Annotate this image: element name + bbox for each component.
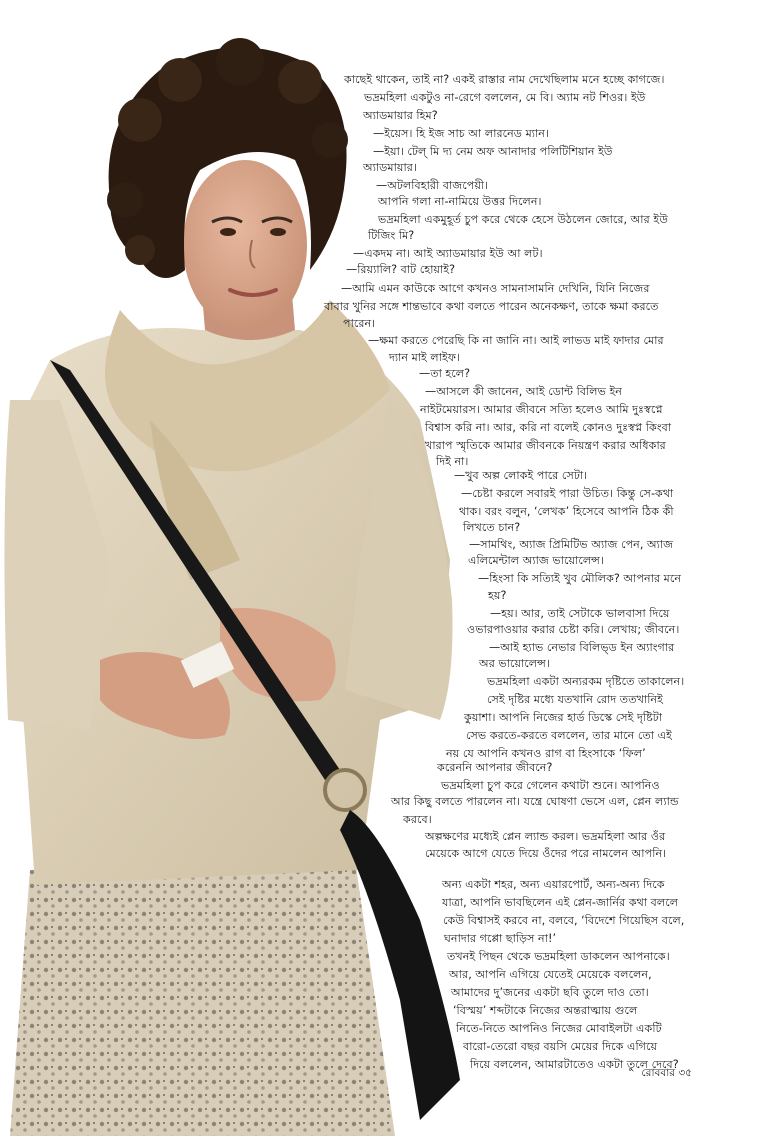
- article-line: হয়?: [488, 589, 507, 602]
- article-line: ঘনাদার গপ্পো ছাড়িস না!’: [444, 932, 557, 945]
- article-line: অন্য একটা শহর, অন্য এয়ারপোর্ট, অন্য-অন্য দিকে: [442, 878, 665, 891]
- article-line: কাছেই থাকেন, তাই না? একই রাস্তার নাম দেখেছিলাম মনে হচ্ছে কাগজে।: [344, 73, 665, 86]
- article-line: টিজিং মি?: [368, 229, 415, 242]
- article-line: মেয়েকে আগে যেতে দিয়ে ওঁদের পরে নামলেন আপনি।: [425, 847, 667, 860]
- article-line: করেননি আপনার জীবনে?: [437, 761, 553, 774]
- article-line: আর, আপনি এগিয়ে যেতেই মেয়েকে বললেন,: [449, 968, 652, 981]
- article-line: দ্যান মাই লাইফ।: [389, 351, 461, 364]
- article-line: পারেন।: [343, 317, 376, 330]
- article-line: থাক। বরং বলুন, ‘লেখক’ হিসেবে আপনি ঠিক কী: [459, 505, 674, 518]
- article-line: —তা হলে?: [419, 367, 471, 380]
- article-line: এলিমেন্টাল অ্যাজ ভায়োলেন্স।: [468, 554, 604, 567]
- article-line: দিয়ে বললেন, আমারটাতেও একটা তুলে দেবে?: [470, 1058, 679, 1071]
- article-line: ভদ্রমহিলা চুপ করে গেলেন কথাটা শুনে। আপনিও: [441, 779, 660, 792]
- article-line: অ্যাডমায়ার হিম?: [363, 109, 438, 122]
- skirt: [10, 860, 395, 1136]
- article-line: খারাপ স্মৃতিকে আমার জীবনকে নিয়ন্ত্রণ করার অধিকার: [425, 439, 666, 452]
- article-line: বিশ্বাস করি না। আর, করি না বলেই কোনও দুঃস্বপ্ন কিংবা: [425, 421, 672, 434]
- article-line: আর কিছু বলতে পারলেন না। যন্ত্রে ঘোষণা ভেসে এল, প্লেন ল্যান্ড: [391, 795, 679, 808]
- article-line: সেভ করতে-করতে বললেন, তার মানে তো এই: [466, 729, 672, 742]
- article-line: —খুব অল্প লোকই পারে সেটা।: [454, 469, 588, 482]
- article-line: ভদ্রমহিলা একটা অন্যরকম দৃষ্টিতে তাকালেন।: [487, 675, 685, 688]
- article-line: —রিয়্যালি? বাট হোয়াই?: [346, 263, 456, 276]
- article-line: কুয়াশা। আপনি নিজের হার্ড ডিস্কে সেই দৃষ্টিটা: [464, 711, 663, 724]
- article-line: —একদম না। আই অ্যাডমায়ার ইউ আ লট।: [353, 247, 543, 260]
- article-line: ওভারপাওয়ার করার চেষ্টা করি। লেখায়; জীবনে।: [467, 623, 680, 636]
- article-line: অল্পক্ষণের মধ্যেই প্লেন ল্যান্ড করল। ভদ্রমহিলা আর ওঁর: [425, 830, 666, 843]
- article-line: অ্যাডমায়ার।: [363, 161, 417, 174]
- article-line: —আসলে কী জানেন, আই ডোন্ট বিলিভ ইন: [425, 385, 622, 398]
- article-line: ‘বিস্ময়’ শব্দটাকে নিজের অন্তরাত্মায় গুলে: [453, 1004, 638, 1017]
- article-line: নিতে-নিতে আপনিও নিজের মোবাইলটা একটি: [456, 1022, 662, 1035]
- article-line: —হিংসা কি সত্যিই খুব মৌলিক? আপনার মনে: [478, 572, 682, 585]
- article-line: —সামথিং, অ্যাজ প্রিমিটিভ অ্যাজ পেন, অ্যাজ: [469, 538, 674, 551]
- article-line: আপনি গলা না-নামিয়ে উত্তর দিলেন।: [378, 195, 542, 208]
- article-line: অর ভায়োলেন্স।: [479, 657, 550, 670]
- article-line: ভদ্রমহিলা একমুহূর্ত চুপ করে থেকে হেসে উঠলেন জোরে, আর ইউ: [378, 213, 668, 226]
- article-line: বারো-তেরো বছর বয়সি মেয়ের দিকে এগিয়ে: [463, 1040, 658, 1053]
- article-line: —চেষ্টা করলে সবারই পারা উচিত। কিন্তু সে-কথা: [461, 487, 674, 500]
- article-line: —অটলবিহারী বাজপেয়ী।: [376, 179, 489, 192]
- article-line: লিখতে চান?: [463, 521, 521, 534]
- article-line: —আমি এমন কাউকে আগে কখনও সামনাসামনি দেখিনি, যিনি নিজের: [341, 282, 650, 295]
- article-line: সেই দৃষ্টির মধ্যে যতখানি রোদ ততখানিই: [487, 693, 663, 706]
- face: [183, 160, 307, 330]
- article-line: —ইয়েস। হি ইজ সাচ আ লারনেড ম্যান।: [373, 127, 549, 140]
- article-line: —আই হ্যাভ নেভার বিলিভ্‌ড ইন অ্যাংগার: [489, 641, 675, 654]
- article-line: দিই না।: [436, 455, 469, 468]
- article-line: ভদ্রমহিলা একটুও না-রেগে বললেন, মে বি। অ্যাম নট শিওর। ইউ: [364, 91, 646, 104]
- article-line: আমাদের দু’জনের একটা ছবি তুলে দাও তো।: [451, 986, 649, 999]
- page-number: রোববার ৩৫: [641, 1067, 692, 1079]
- article-line: কেউ বিশ্বাসই করবে না, বলবে, ‘বিদেশে গিয়েছিস বলে,: [443, 914, 685, 927]
- article-line: তখনই পিছন থেকে ভদ্রমহিলা ডাকলেন আপনাকে।: [447, 950, 670, 963]
- article-line: নয় যে আপনি কখনও রাগ বা হিংসাকে ‘ফিল’: [446, 747, 646, 760]
- article-line: —ক্ষমা করতে পেরেছি কি না জানি না। আই লাভড মাই ফাদার মোর: [368, 334, 664, 347]
- article-line: নাইটমেয়ারস। আমার জীবনে সত্যি হলেও আমি দুঃস্বপ্নে: [420, 403, 663, 416]
- article-line: বাবার খুনির সঙ্গে শান্তভাবে কথা বলতে পারেন অনেকক্ষণ, তাকে ক্ষমা করতে: [324, 300, 659, 313]
- article-line: যাত্রা, আপনি ভাবছিলেন এই প্লেন-জার্নির কথা বললে: [442, 896, 679, 909]
- article-line: করবে।: [403, 813, 432, 826]
- article-line: —হয়। আর, তাই সেটাকে ভালবাসা দিয়ে: [490, 607, 670, 620]
- article-line: —ইয়া। টেল্‌ মি দ্য নেম অফ আনাদার পলিটিশিয়ান ইউ: [373, 145, 613, 158]
